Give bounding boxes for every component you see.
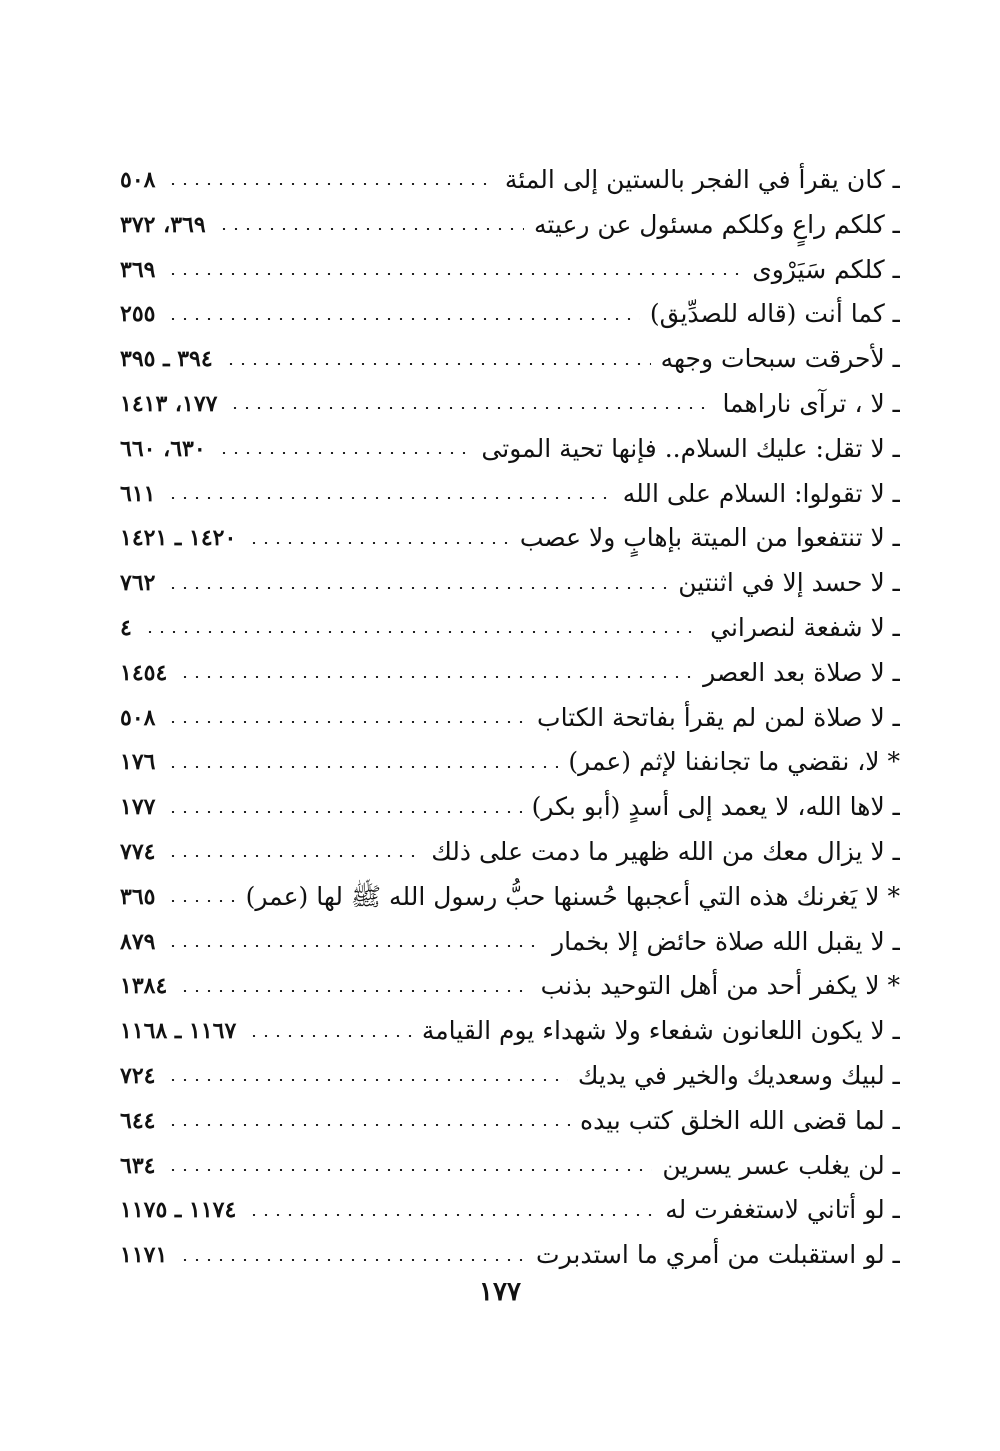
dot-leader bbox=[167, 1079, 567, 1081]
index-entry bbox=[120, 830, 900, 875]
entry-text: ـ لا صلاة بعد العصر bbox=[703, 657, 900, 687]
entry-text: ـ لا يزال معك من الله ظهير ما دمت على ذلك bbox=[431, 836, 900, 866]
index-entry bbox=[120, 606, 900, 651]
entry-page-refs: ١٤٢٠ ـ ١٤٢١ bbox=[120, 525, 237, 552]
entry-page-refs: ٦٣٠، ٦٦٠ bbox=[120, 435, 206, 462]
entry-page-refs: ١١٧٤ ـ ١١٧٥ bbox=[120, 1197, 237, 1224]
dot-leader bbox=[179, 990, 530, 992]
entry-text: * لا، نقضي ما تجانفنا لإثم (عمر) bbox=[568, 747, 900, 777]
entry-page-refs: ٧٢٤ bbox=[120, 1062, 156, 1089]
index-entry bbox=[120, 1009, 900, 1054]
entry-text: ـ كلكم راعٍ وكلكم مسئول عن رعيته bbox=[533, 209, 900, 239]
index-entry bbox=[120, 203, 900, 248]
entry-page-refs: ٤ bbox=[120, 614, 132, 641]
dot-leader bbox=[167, 721, 527, 723]
entry-page-refs: ٨٧٩ bbox=[120, 928, 156, 955]
entry-page-refs: ٥٠٨ bbox=[120, 704, 156, 731]
entry-text: ـ لا شفعة لنصراني bbox=[710, 612, 900, 642]
index-entry bbox=[120, 248, 900, 293]
dot-leader bbox=[167, 900, 235, 902]
dot-leader bbox=[167, 945, 542, 947]
entry-page-refs: ٣٩٤ ـ ٣٩٥ bbox=[120, 346, 213, 373]
dot-leader bbox=[229, 407, 712, 409]
index-entry bbox=[120, 1144, 900, 1189]
dot-leader bbox=[167, 811, 521, 813]
entry-page-refs: ١٧٧ bbox=[120, 794, 156, 821]
dot-leader bbox=[167, 766, 558, 768]
entry-page-refs: ١٧٦ bbox=[120, 749, 156, 776]
entry-text: ـ لا حسد إلا في اثنتين bbox=[678, 568, 900, 598]
entry-text: ـ لو استقبلت من أمري ما استدبرت bbox=[536, 1240, 900, 1270]
index-entry bbox=[120, 1233, 900, 1278]
entry-text: ـ لما قضى الله الخلق كتب بيده bbox=[580, 1105, 900, 1135]
page-number: ١٧٧ bbox=[479, 1277, 521, 1307]
entry-text: ـ لا ، ترآى ناراهما bbox=[722, 388, 900, 418]
index-entry bbox=[120, 561, 900, 606]
index-entry bbox=[120, 382, 900, 427]
dot-leader bbox=[179, 676, 693, 678]
dot-leader bbox=[218, 228, 524, 230]
entry-page-refs: ٧٦٢ bbox=[120, 570, 156, 597]
index-entry bbox=[120, 1099, 900, 1144]
dot-leader bbox=[167, 855, 421, 857]
entry-text: ـ لو أتاني لاستغفرت له bbox=[665, 1195, 900, 1225]
entry-page-refs: ١٣٨٤ bbox=[120, 973, 168, 1000]
entry-page-refs: ٦١١ bbox=[120, 480, 156, 507]
entry-page-refs: ١٧٧، ١٤١٣ bbox=[120, 390, 218, 417]
index-entry bbox=[120, 1188, 900, 1233]
dot-leader bbox=[167, 497, 612, 499]
index-entry bbox=[120, 875, 900, 920]
hadith-index-list bbox=[120, 158, 900, 1278]
entry-page-refs: ٦٣٤ bbox=[120, 1152, 156, 1179]
index-entry bbox=[120, 337, 900, 382]
dot-leader bbox=[167, 318, 639, 320]
entry-text: ـ كما أنت (قاله للصدِّيق) bbox=[649, 299, 900, 329]
entry-text: ـ لأحرقت سبحات وجهه bbox=[660, 344, 900, 374]
index-entry bbox=[120, 651, 900, 696]
entry-page-refs: ١١٧١ bbox=[120, 1242, 168, 1269]
entry-text: ـ لاها الله، لا يعمد إلى أسدٍ (أبو بكر) bbox=[531, 792, 900, 822]
dot-leader bbox=[225, 363, 651, 365]
entry-page-refs: ٦٤٤ bbox=[120, 1107, 156, 1134]
dot-leader bbox=[144, 631, 700, 633]
entry-text: ـ لبيك وسعديك والخير في يديك bbox=[577, 1060, 900, 1090]
index-entry bbox=[120, 516, 900, 561]
index-entry bbox=[120, 696, 900, 741]
entry-page-refs: ٥٠٨ bbox=[120, 167, 156, 193]
entry-text: * لا يكفر أحد من أهل التوحيد بذنب bbox=[540, 971, 900, 1001]
index-entry bbox=[120, 785, 900, 830]
dot-leader bbox=[248, 1214, 655, 1216]
entry-text: ـ لا تقل: عليك السلام.. فإنها تحية الموتى bbox=[481, 433, 900, 463]
entry-text: ـ لا تنتفعوا من الميتة بإهابٍ ولا عصب bbox=[519, 523, 900, 553]
entry-page-refs: ١١٦٧ ـ ١١٦٨ bbox=[120, 1018, 237, 1045]
index-entry bbox=[120, 964, 900, 1009]
index-entry bbox=[120, 920, 900, 965]
dot-leader bbox=[167, 587, 668, 589]
index-entry bbox=[120, 158, 900, 203]
entry-page-refs: ٢٥٥ bbox=[120, 301, 156, 328]
dot-leader bbox=[167, 1169, 652, 1171]
entry-text: * لا يَغرنك هذه التي أعجبها حُسنها حبُّ رسول الله ﷺ لها (عمر) bbox=[245, 881, 900, 911]
entry-page-refs: ٧٧٤ bbox=[120, 838, 156, 865]
entry-text: ـ لا يقبل الله صلاة حائض إلا بخمار bbox=[552, 926, 900, 956]
entry-text: ـ كان يقرأ في الفجر بالستين إلى المئة bbox=[504, 165, 900, 194]
index-entry bbox=[120, 292, 900, 337]
dot-leader bbox=[248, 542, 510, 544]
dot-leader bbox=[167, 1124, 570, 1126]
index-entry bbox=[120, 1054, 900, 1099]
entry-text: ـ لا يكون اللعانون شفعاء ولا شهداء يوم القيامة bbox=[421, 1016, 900, 1046]
dot-leader bbox=[179, 1259, 526, 1261]
entry-text: ـ كلكم سَيَرْوى bbox=[752, 254, 900, 284]
dot-leader bbox=[167, 183, 494, 185]
index-entry bbox=[120, 740, 900, 785]
entry-page-refs: ١٤٥٤ bbox=[120, 659, 168, 686]
index-entry bbox=[120, 472, 900, 517]
entry-page-refs: ٣٦٥ bbox=[120, 883, 156, 910]
entry-text: ـ لا صلاة لمن لم يقرأ بفاتحة الكتاب bbox=[537, 702, 900, 732]
entry-page-refs: ٣٦٩ bbox=[120, 256, 156, 283]
dot-leader bbox=[167, 273, 742, 275]
index-entry bbox=[120, 427, 900, 472]
dot-leader bbox=[218, 452, 472, 454]
entry-text: ـ لن يغلب عسر يسرين bbox=[662, 1150, 900, 1180]
entry-page-refs: ٣٦٩، ٣٧٢ bbox=[120, 211, 206, 238]
entry-text: ـ لا تقولوا: السلام على الله bbox=[622, 478, 900, 508]
dot-leader bbox=[248, 1035, 412, 1037]
